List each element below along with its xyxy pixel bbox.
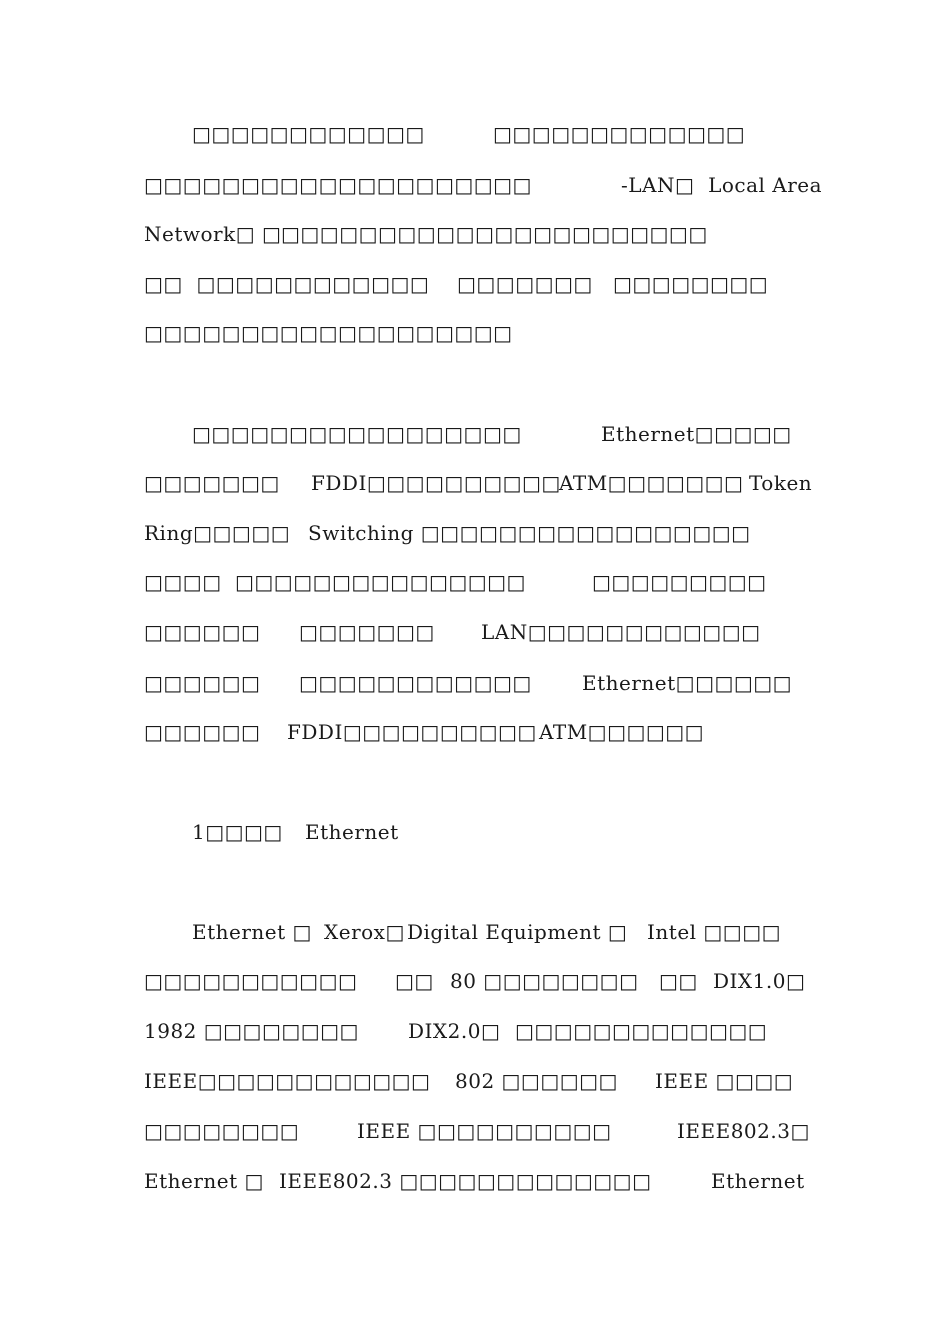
paragraph-line <box>0 1019 950 1043</box>
text-segment: □□□□□□ <box>144 671 261 695</box>
text-segment: □□□□□□□□□□□ <box>144 969 358 993</box>
text-segment: □□□□□□□□□□□□□□□□□ <box>192 422 522 446</box>
text-segment: □□□□□□□□ <box>613 272 769 296</box>
text-segment: □□ <box>659 969 698 993</box>
text-segment: □□ <box>395 969 434 993</box>
paragraph-line <box>0 1069 950 1093</box>
text-segment: IEEE □□□□□□□□□□ <box>357 1119 612 1143</box>
paragraph-line <box>0 321 950 345</box>
text-segment: IEEE802.3□ <box>677 1119 810 1143</box>
paragraph-line <box>0 272 950 296</box>
text-segment: FDDI□□□□□□□□□□ <box>287 720 537 744</box>
text-segment: □□□□□□ <box>144 620 261 644</box>
text-segment: □□□□□□□ <box>144 471 280 495</box>
text-segment: □□□□□□□□□ <box>592 570 767 594</box>
text-segment: □□□□□□□□□□□□ <box>192 122 425 146</box>
section-heading <box>0 820 950 844</box>
text-segment: IEEE802.3 □□□□□□□□□□□□□ <box>279 1169 652 1193</box>
paragraph-line <box>0 1119 950 1143</box>
text-segment: LAN□□□□□□□□□□□□ <box>481 620 761 644</box>
text-segment: □□□□□□□□□□□□□□□□□□□ <box>144 321 513 345</box>
paragraph-line <box>0 122 950 146</box>
text-segment: Digital Equipment □ <box>407 920 628 944</box>
text-segment: □□□□□□□□□□□□ <box>299 671 532 695</box>
paragraph-line <box>0 222 950 246</box>
text-segment: □□□□□□□□ <box>144 1119 300 1143</box>
paragraph-line <box>0 471 950 495</box>
text-segment: □□□□□□ <box>144 720 261 744</box>
text-segment: □□□□□□□□□□□□□□□ <box>235 570 526 594</box>
paragraph-line <box>0 671 950 695</box>
text-segment: Network□ □ <box>144 222 282 246</box>
text-segment: □□□□□□□□□□□□□ <box>493 122 746 146</box>
text-segment: Switching □□□□□□□□□□□□□□□□□ <box>308 521 751 545</box>
text-segment: Ring□□□□□ <box>144 521 291 545</box>
text-segment: Ethernet □ <box>144 1169 264 1193</box>
text-segment: -LAN□ Local Area <box>621 173 823 197</box>
text-segment: □□□□ <box>144 570 222 594</box>
text-segment: □□ □□□□□□□□□□□□ <box>144 272 430 296</box>
text-segment: 1982 □□□□□□□□ <box>144 1019 359 1043</box>
text-segment: Xerox□ <box>324 920 405 944</box>
paragraph-line <box>0 1169 950 1193</box>
section-number: 1□□□□ <box>192 820 283 844</box>
text-segment: FDDI□□□□□□□□□□ <box>311 471 561 495</box>
text-segment: ATM□□□□□□ <box>539 720 705 744</box>
text-segment: Ethernet□□□□□ <box>601 422 792 446</box>
text-segment: Token <box>749 471 813 495</box>
text-segment: IEEE□□□□□□□□□□□□ <box>144 1069 431 1093</box>
text-segment: □□□□□□□□□□□□□ <box>515 1019 768 1043</box>
text-segment: □□□□□□□□□□□□□□□□□□□□□□ <box>281 222 708 246</box>
paragraph-line <box>0 570 950 594</box>
text-segment: ATM□□□□□□□ <box>559 471 744 495</box>
text-segment: IEEE □□□□ <box>655 1069 794 1093</box>
text-segment: DIX2.0□ <box>408 1019 501 1043</box>
text-segment: □□□□□□□ <box>457 272 593 296</box>
text-segment: 80 □□□□□□□□ <box>450 969 639 993</box>
text-segment: Ethernet <box>711 1169 805 1193</box>
text-segment: □□□□□□□ <box>299 620 435 644</box>
section-title: Ethernet <box>305 820 399 844</box>
text-segment: 802 □□□□□□ <box>455 1069 618 1093</box>
text-segment: □□□□□□□□□□□□□□□□□□□□ <box>144 173 532 197</box>
paragraph-line <box>0 422 950 446</box>
paragraph-line <box>0 969 950 993</box>
text-segment: Ethernet □ <box>192 920 312 944</box>
paragraph-line <box>0 521 950 545</box>
text-segment: Intel □□□□ <box>647 920 781 944</box>
paragraph-line <box>0 173 950 197</box>
text-segment: DIX1.0□ <box>713 969 806 993</box>
paragraph-line <box>0 920 950 944</box>
paragraph-line <box>0 620 950 644</box>
text-segment: Ethernet□□□□□□ <box>582 671 793 695</box>
paragraph-line <box>0 720 950 744</box>
